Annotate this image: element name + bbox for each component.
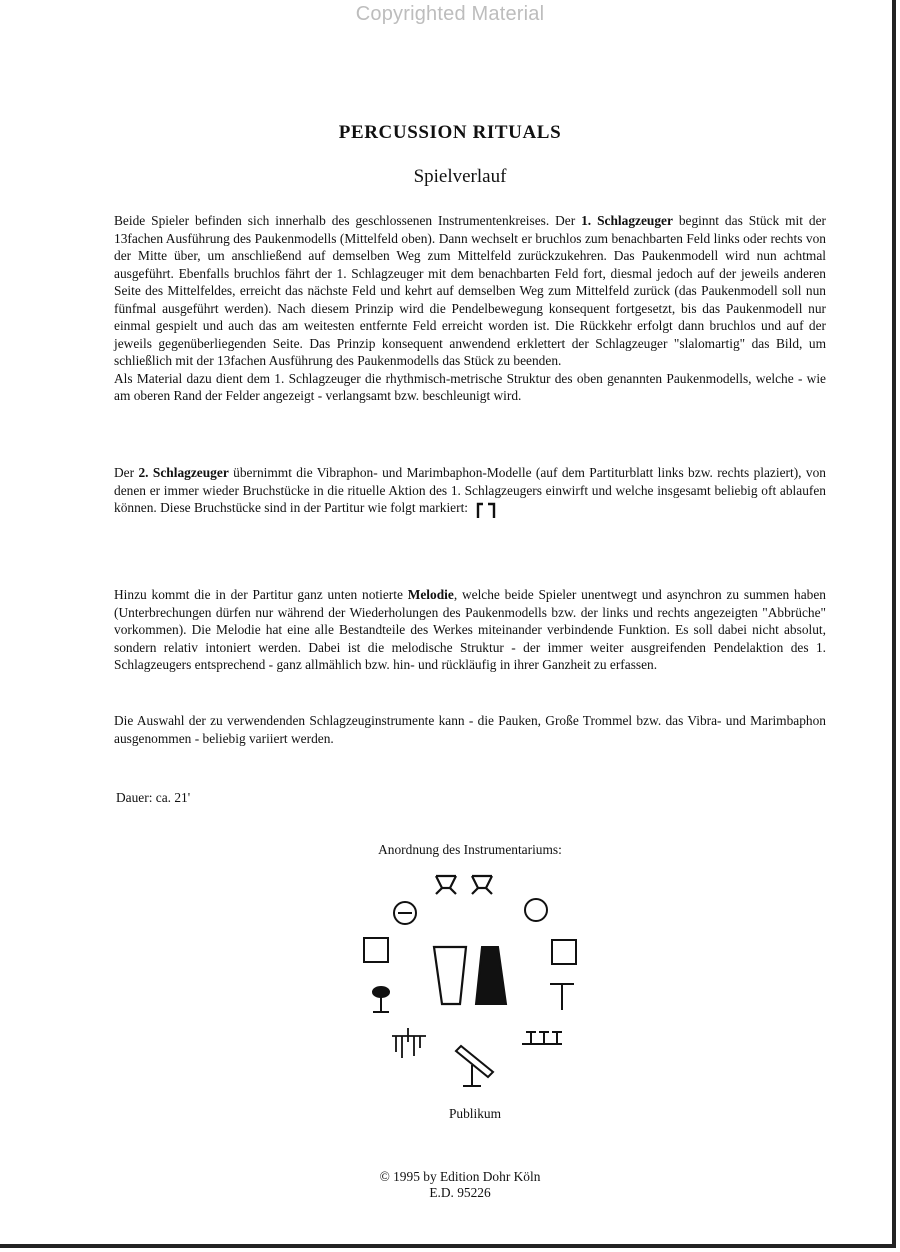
stand-t-icon — [550, 984, 574, 1010]
paragraph-intro: Der — [114, 465, 139, 480]
copyright — [0, 1169, 900, 1201]
paragraph-instrument-choice: Die Auswahl der zu verwendenden Schlagzeuginstrumente kann - die Pauken, Große Trommel bzw. das Vibra- und Marimbaphon ausgenommen - beliebig variiert werden. — [114, 713, 826, 746]
page-title: PERCUSSION RITUALS — [338, 122, 562, 143]
tom-muted-icon — [394, 902, 416, 924]
instrument-arrangement-diagram — [350, 866, 600, 1106]
bold-term: Melodie — [407, 587, 454, 602]
paragraph-second-percussionist — [114, 464, 826, 517]
bold-term: 2. Schlagzeuger — [138, 465, 229, 480]
paragraph-body: , welche beide Spieler unentwegt und asynchron zu summen haben (Unterbrechungen dürfen nur während der Wiederholungen des Paukenmodells bzw. der links und rechts angezeigten "Abbrüche" vorkommen). Die Melodie hat eine alle Bestandteile des Werkes miteinander verbindende Funktion. Es soll dabei nicht absolut, sondern relativ intoniert werden. Dabei ist die melodische Struktur - der immer weiter ausgreifenden Pendelaktion des 1. Schlagzeugers entsprechend - ganz allmählich bzw. hin- und rückläufig in ihrer Ganzheit zu erfassen. — [114, 587, 826, 672]
bracket-marker-icon — [476, 502, 498, 514]
bold-term: 1. Schlagzeuger — [581, 213, 673, 228]
tom-open-icon — [525, 899, 547, 921]
duration: Dauer: ca. 21' — [116, 790, 191, 805]
cymbal-stand-icon — [373, 987, 389, 1012]
drum-square-right-icon — [552, 940, 576, 964]
paragraph-melody — [114, 586, 826, 674]
page-subtitle: Spielverlauf — [413, 166, 507, 187]
paragraph-intro: Beide Spieler befinden sich innerhalb des geschlossenen Instrumentenkreises. Der — [114, 213, 582, 228]
timpani-pair-icon — [436, 876, 492, 894]
drum-square-left-icon — [364, 938, 388, 962]
paragraph-material: Als Material dazu dient dem 1. Schlagzeuger die rhythmisch-metrische Struktur des oben genannten Paukenmodells, welche - wie am oberen Rand der Felder angezeigt - verlangsamt bzw. beschleunigt wird. — [114, 370, 826, 403]
vibraphone-icon — [434, 947, 466, 1004]
audience-label: Publikum — [448, 1106, 502, 1121]
wood-blocks-icon — [522, 1032, 562, 1044]
wind-chimes-icon — [392, 1028, 426, 1058]
diagram-caption: Anordnung des Instrumentariums: — [378, 842, 562, 857]
watermark: Copyrighted Material — [355, 3, 545, 25]
bass-drum-stand-icon — [456, 1046, 493, 1086]
marimbaphone-icon — [476, 947, 506, 1004]
copyright-line: © 1995 by Edition Dohr Köln — [379, 1169, 541, 1184]
paragraph-body: übernimmt die Vibraphon- und Marimbaphon-Modelle (auf dem Partiturblatt links bzw. rechts plaziert), von denen er immer wieder Bruchstücke in die rituelle Aktion des 1. Schlagzeugers einwirft und welche insgesamt beliebig oft ablaufen können. Diese Bruchstücke sind in der Partitur wie folgt markiert: — [114, 465, 826, 515]
paragraph-body: beginnt das Stück mit der 13fachen Ausführung des Paukenmodells (Mittelfeld oben). Dann wechselt er bruchlos zum benachbarten Feld links oder rechts von der Mitte über, um anschließend auf demselben Weg zum Mittelfeld zurückzukehren. Das Paukenmodell wird nun achtmal ausgeführt. Ebenfalls bruchlos fährt der 1. Schlagzeuger mit dem benachbarten Feld fort, diesmal jedoch auf der jeweils anderen Seite des Mittelfeldes, erreicht das nächste Feld und kehrt auf demselben Weg zum Mittelfeld zurück (das Paukenmodell soll nun fünfmal ausgeführt werden). Nach diesem Prinzip wird die Pendelbewegung konsequent fortgesetzt, bis das Paukenmodell nur einmal gespielt und auch das am weitesten entfernte Feld erreicht worden ist. Die Rückkehr erfolgt dann bruchlos und auf der jeweils gegenüberliegenden Seite. Das Prinzip konsequent anwendend erklettert der Schlagzeuger "slalomartig" das Bild, um schließlich mit der 13fachen Ausführung des Paukenmodells das Stück zu beenden. — [114, 213, 826, 368]
paragraph-intro: Hinzu kommt die in der Partitur ganz unten notierte — [114, 587, 408, 602]
paragraph-first-percussionist — [114, 212, 826, 405]
catalog-number: E.D. 95226 — [429, 1185, 491, 1200]
